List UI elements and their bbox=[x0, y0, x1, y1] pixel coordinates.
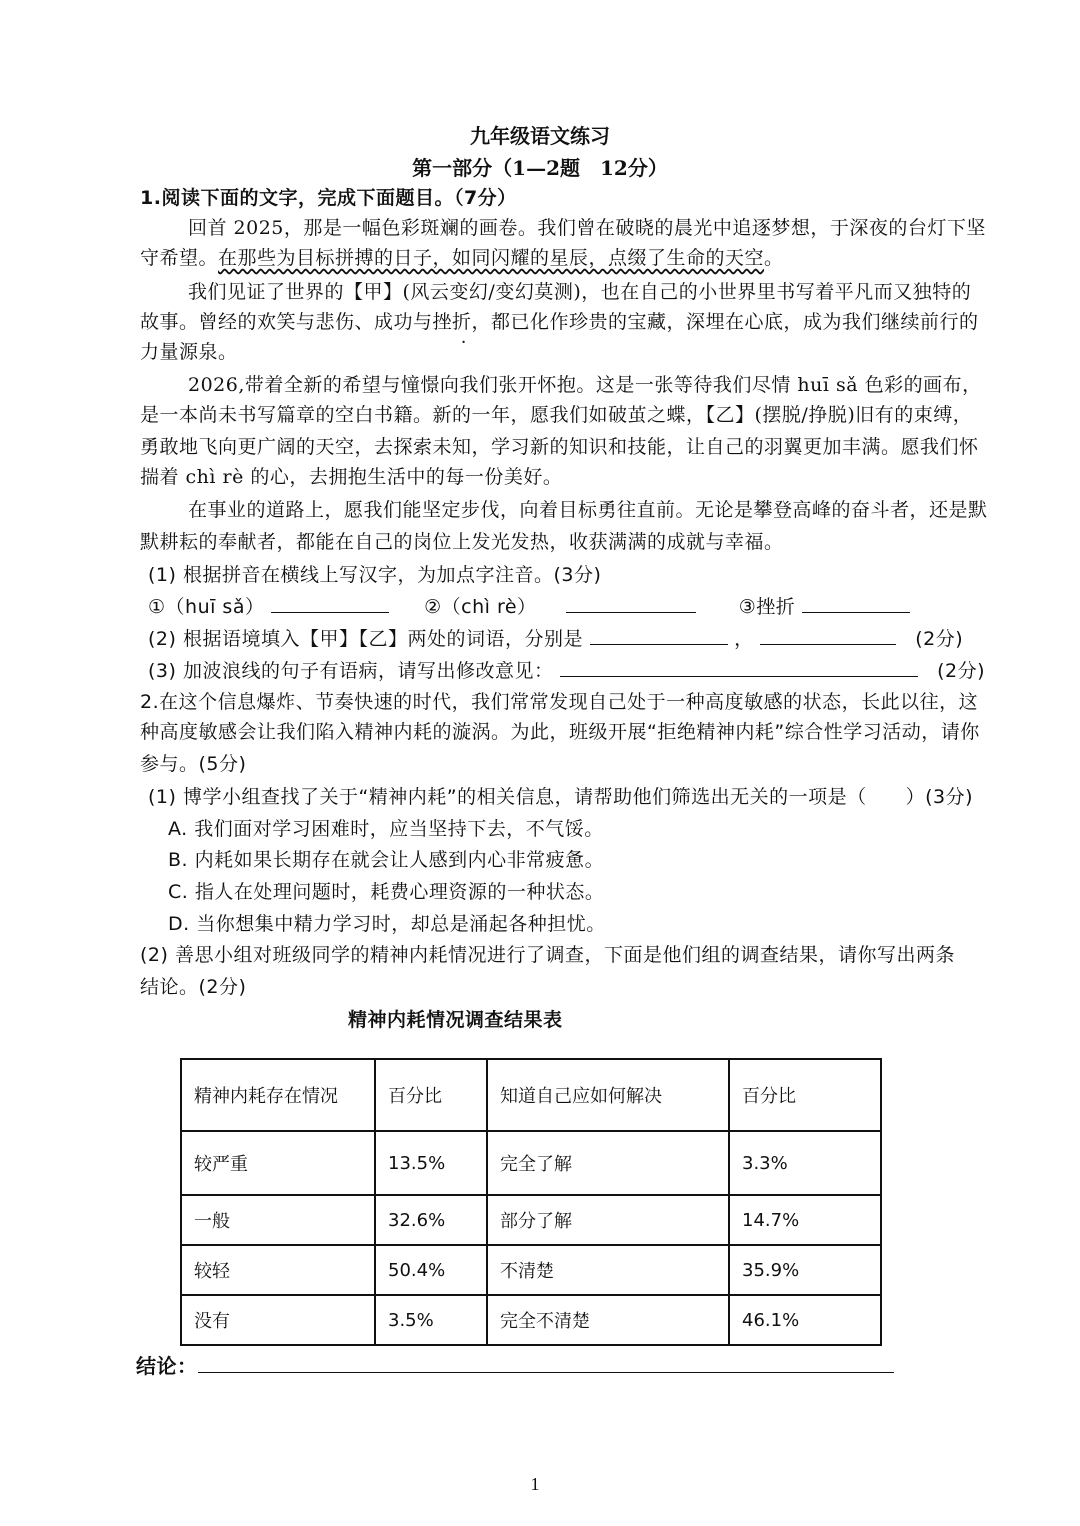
survey-results-table bbox=[180, 1058, 882, 1346]
conclusion-row bbox=[136, 1352, 894, 1380]
passage-line: 揣着 chì rè 的心，去拥抱生活中的每一份美好。 bbox=[140, 466, 563, 488]
q2-stem-line: 种高度敏感会让我们陷入精神内耗的漩涡。为此，班级开展“拒绝精神内耗”综合性学习活动，请你 bbox=[140, 721, 980, 743]
table-cell: 没有 bbox=[181, 1295, 375, 1345]
q1-sub1-answer-row bbox=[148, 592, 910, 621]
passage-line: 在事业的道路上，愿我们能坚定步伐，向着目标勇往直前。无论是攀登高峰的奋斗者，还是默 bbox=[188, 499, 988, 521]
table-row bbox=[181, 1245, 881, 1295]
answer-blank-2[interactable] bbox=[566, 592, 696, 613]
table-cell: 3.3% bbox=[729, 1131, 881, 1195]
table-cell: 部分了解 bbox=[487, 1195, 729, 1245]
table-cell: 14.7% bbox=[729, 1195, 881, 1245]
option-d: D. 当你想集中精力学习时，却总是涌起各种担忧。 bbox=[168, 913, 606, 935]
table-cell: 32.6% bbox=[375, 1195, 487, 1245]
table-cell: 50.4% bbox=[375, 1245, 487, 1295]
q2-stem-line: 2.在这个信息爆炸、节奏快速的时代，我们常常发现自己处于一种高度敏感的状态，长此以往，这 bbox=[140, 691, 979, 713]
score-label: (2分) bbox=[915, 628, 964, 650]
table-cell: 一般 bbox=[181, 1195, 375, 1245]
table-header-cell: 百分比 bbox=[375, 1059, 487, 1131]
wavy-underlined-sentence: 在那些为目标拼搏的日子，如同闪耀的星辰，点缀了生命的天空 bbox=[218, 247, 765, 269]
table-row bbox=[181, 1195, 881, 1245]
option-c: C. 指人在处理问题时，耗费心理资源的一种状态。 bbox=[168, 881, 605, 903]
table-row bbox=[181, 1131, 881, 1195]
table-cell: 不清楚 bbox=[487, 1245, 729, 1295]
table-caption: 精神内耗情况调查结果表 bbox=[348, 1009, 563, 1031]
passage-line: 默耕耘的奉献者，都能在自己的岗位上发光发热，收获满满的成就与幸福。 bbox=[140, 531, 784, 553]
q1-sub1: (1) 根据拼音在横线上写汉字，为加点字注音。(3分) bbox=[148, 564, 602, 586]
answer-blank-1[interactable] bbox=[271, 592, 389, 613]
q1-sub3 bbox=[148, 656, 985, 685]
table-cell: 较轻 bbox=[181, 1245, 375, 1295]
passage-line bbox=[140, 244, 784, 272]
q1-sub2 bbox=[148, 624, 963, 653]
score-label: (2分) bbox=[937, 660, 986, 682]
option-a: A. 我们面对学习困难时，应当坚持下去，不气馁。 bbox=[168, 818, 604, 840]
passage-text: 守希望。 bbox=[140, 247, 219, 269]
conclusion-label: 结论： bbox=[136, 1354, 198, 1378]
q1-stem: 1.阅读下面的文字，完成下面题目。（7分） bbox=[140, 187, 517, 209]
table-header-row bbox=[181, 1059, 881, 1131]
passage-line: 是一本尚未书写篇章的空白书籍。新的一年，愿我们如破茧之蝶，【乙】(摆脱/挣脱)旧有的束缚， bbox=[140, 404, 973, 426]
passage-line: 2026,带着全新的希望与憧憬向我们张开怀抱。这是一张等待我们尽情 huī sǎ 色彩的画布， bbox=[188, 374, 982, 396]
table-cell: 完全不清楚 bbox=[487, 1295, 729, 1345]
table-cell: 3.5% bbox=[375, 1295, 487, 1345]
passage-text: ，都已化作珍贵的宝藏，深埋在心底，成为我们继续前行的 bbox=[471, 311, 979, 333]
page-title: 九年级语文练习 bbox=[470, 124, 610, 148]
table-cell: 完全了解 bbox=[487, 1131, 729, 1195]
passage-line: 勇敢地飞向更广阔的天空，去探索未知，学习新的知识和技能，让自己的羽翼更加丰满。愿我们怀 bbox=[140, 436, 979, 458]
q2-sub1: (1) 博学小组查找了关于“精神内耗”的相关信息，请帮助他们筛选出无关的一项是（ ）(3分) bbox=[148, 786, 974, 808]
passage-line: 我们见证了世界的【甲】(风云变幻/变幻莫测)，也在自己的小世界里书写着平凡而又独特的 bbox=[188, 281, 972, 303]
passage-line bbox=[140, 308, 979, 336]
q1-sub2-text: (2) 根据语境填入【甲】【乙】两处的词语，分别是 bbox=[148, 628, 583, 650]
item-2-label: ②（chì rè） bbox=[424, 596, 537, 618]
option-b: B. 内耗如果长期存在就会让人感到内心非常疲惫。 bbox=[168, 849, 605, 871]
table-cell: 35.9% bbox=[729, 1245, 881, 1295]
item-1-label: ①（huī sǎ） bbox=[148, 596, 265, 618]
passage-line: 回首 2025，那是一幅色彩斑斓的画卷。我们曾在破晓的晨光中追逐梦想，于深夜的台灯下坚 bbox=[188, 217, 986, 239]
q1-sub3-text: (3) 加波浪线的句子有语病，请写出修改意见： bbox=[148, 660, 554, 682]
answer-blank-jia[interactable] bbox=[590, 624, 728, 645]
passage-text: 。 bbox=[764, 247, 784, 269]
table-cell: 较严重 bbox=[181, 1131, 375, 1195]
table-header-cell: 精神内耗存在情况 bbox=[181, 1059, 375, 1131]
comma: ， bbox=[734, 628, 754, 650]
conclusion-blank[interactable] bbox=[198, 1352, 894, 1373]
page-number: 1 bbox=[530, 1474, 540, 1494]
answer-blank-3[interactable] bbox=[802, 592, 910, 613]
table-header-cell: 百分比 bbox=[729, 1059, 881, 1131]
passage-text: 故事。曾经的欢笑与悲伤、成功与挫 bbox=[140, 311, 453, 333]
q2-stem-line: 参与。(5分) bbox=[140, 753, 247, 775]
answer-blank-yi[interactable] bbox=[760, 624, 896, 645]
item-3-label: ③挫折 bbox=[738, 596, 796, 618]
table-row bbox=[181, 1295, 881, 1345]
dotted-character: 折 bbox=[452, 311, 472, 333]
passage-line: 力量源泉。 bbox=[140, 341, 238, 363]
table-header-cell: 知道自己应如何解决 bbox=[487, 1059, 729, 1131]
q2-sub2-line: (2) 善思小组对班级同学的精神内耗情况进行了调查，下面是他们组的调查结果，请你写出两条 bbox=[140, 944, 955, 966]
table-cell: 46.1% bbox=[729, 1295, 881, 1345]
table-cell: 13.5% bbox=[375, 1131, 487, 1195]
q2-sub2-line: 结论。(2分) bbox=[140, 976, 247, 998]
answer-blank-revision[interactable] bbox=[560, 656, 918, 677]
section-heading: 第一部分（1—2题 12分） bbox=[412, 156, 668, 180]
